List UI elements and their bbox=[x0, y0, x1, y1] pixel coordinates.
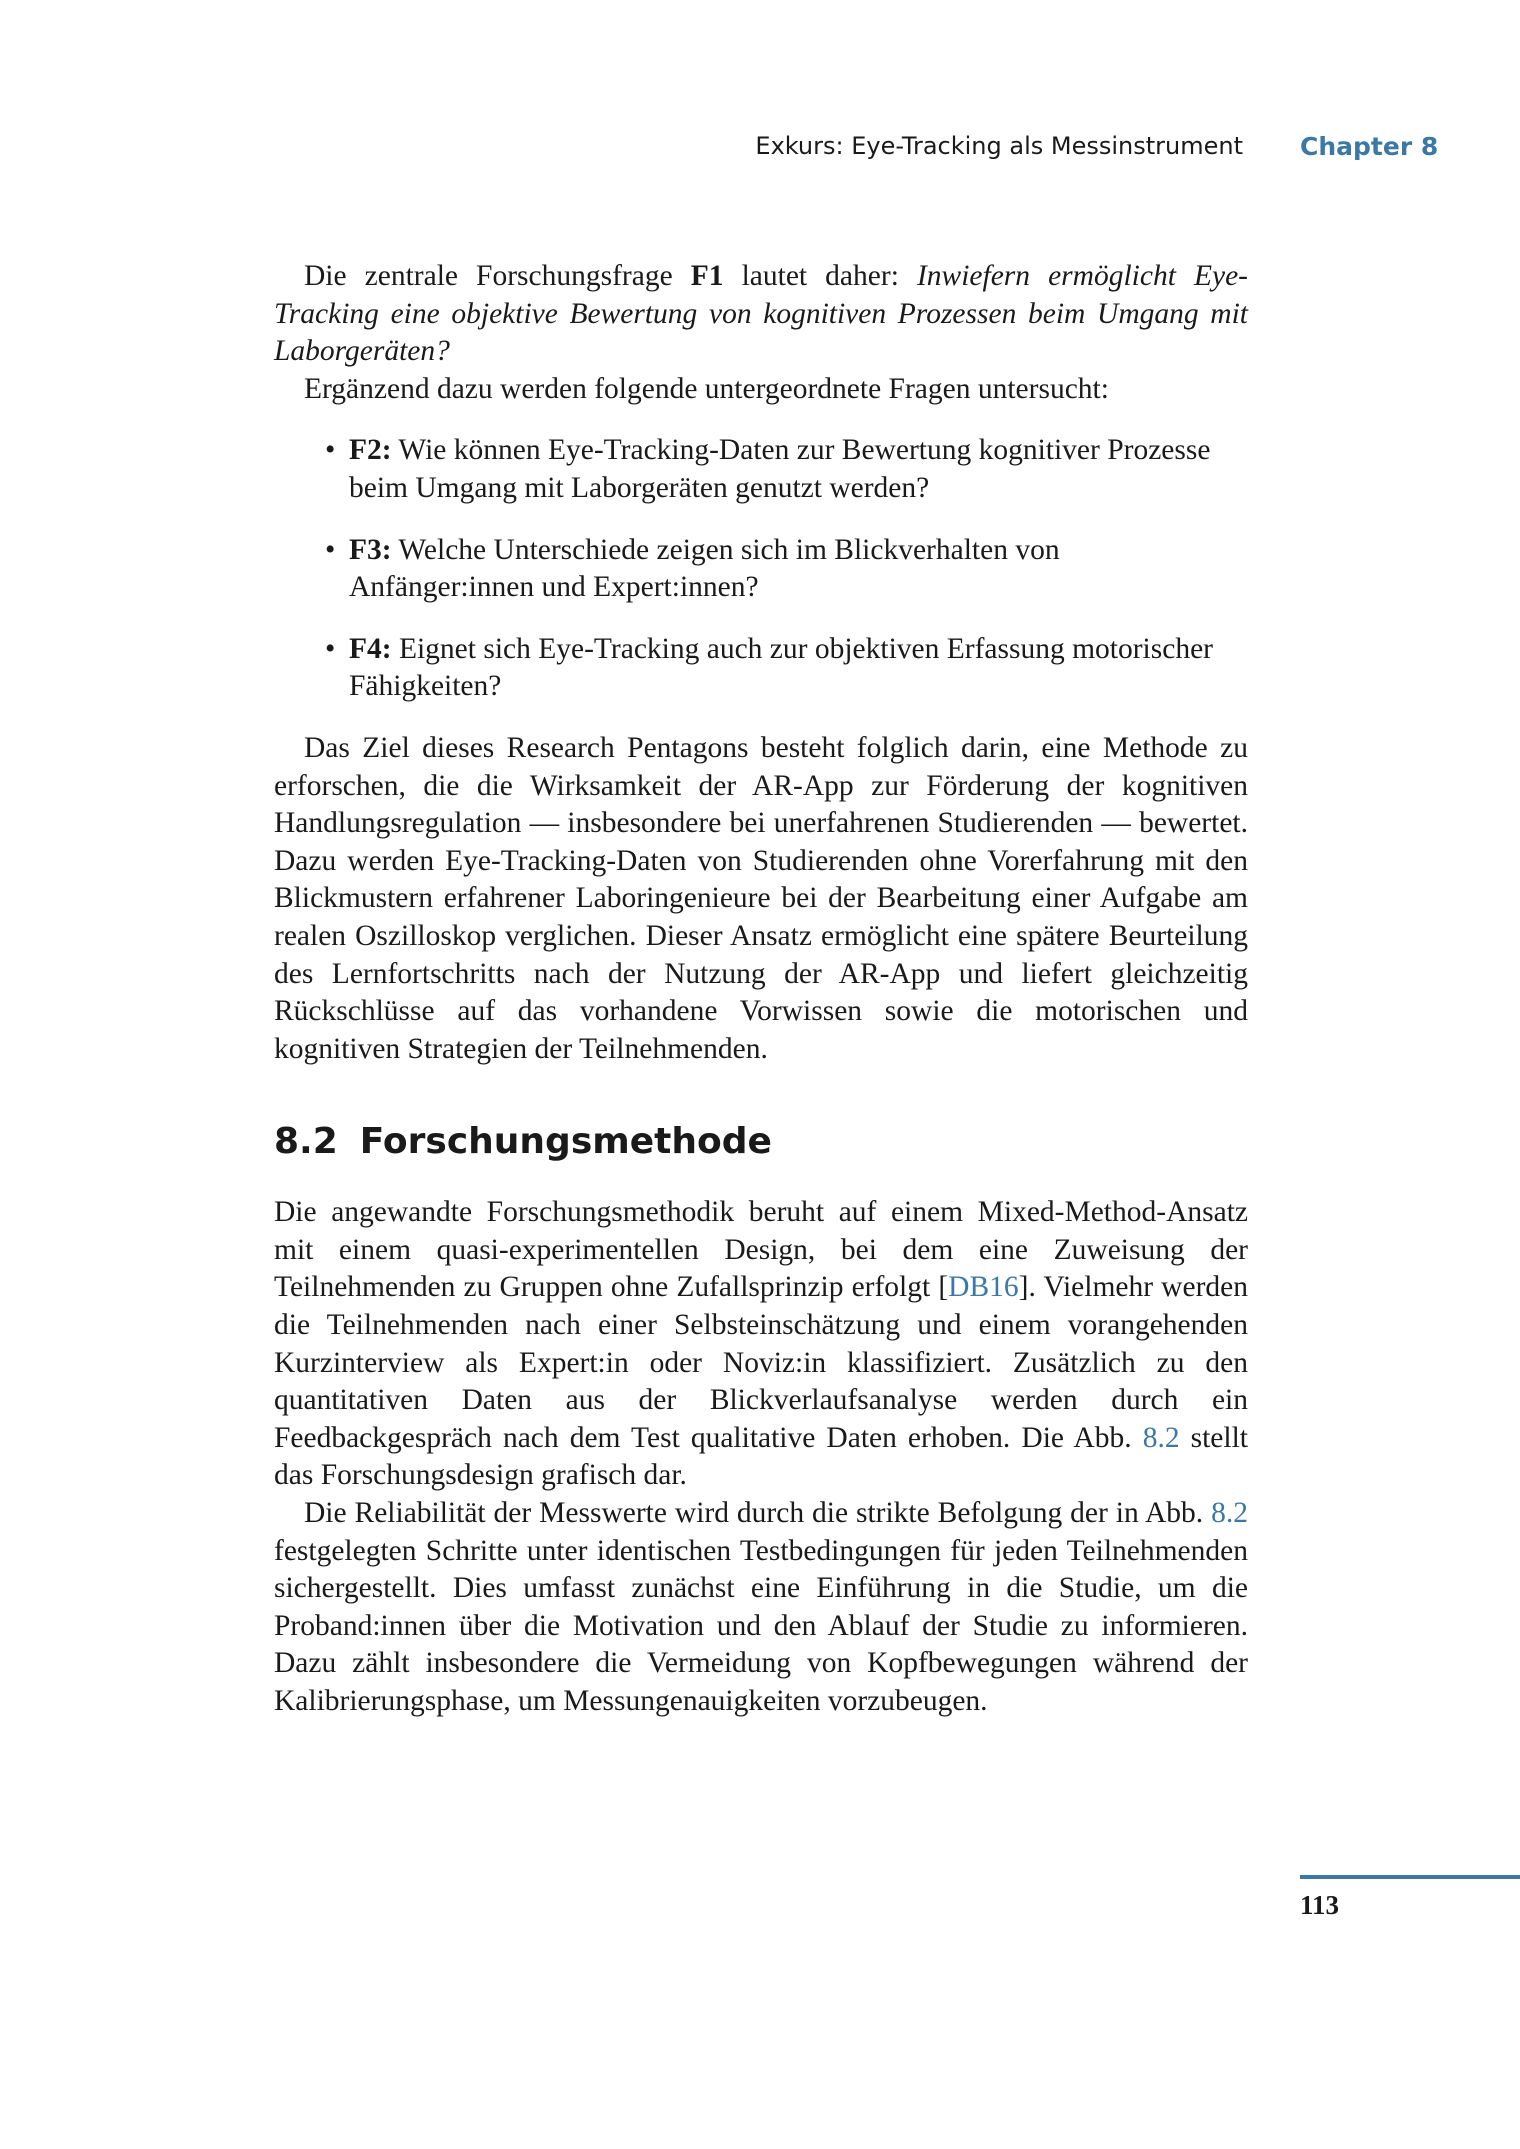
question-text: Eignet sich Eye-Tracking auch zur objektiven Erfassung motorischer Fähigkeiten? bbox=[349, 632, 1213, 703]
section-title: Forschungsmethode bbox=[359, 1121, 772, 1163]
figure-link-8-2[interactable]: 8.2 bbox=[1211, 1497, 1248, 1530]
list-item bbox=[325, 532, 1248, 607]
section-number: 8.2 bbox=[274, 1121, 338, 1163]
page-body bbox=[274, 258, 1248, 1721]
bullet-icon: • bbox=[325, 632, 336, 665]
reliability-text-a: Die Reliabilität der Messwerte wird durch die strikte Befolgung der in Abb. bbox=[304, 1497, 1212, 1530]
figure-link-8-2[interactable]: 8.2 bbox=[1142, 1421, 1180, 1454]
question-text: Welche Unterschiede zeigen sich im Blickverhalten von Anfänger:innen und Expert:innen? bbox=[349, 533, 1060, 604]
reliability-text-b: festgelegten Schritte unter identischen Testbedingungen für jeden Teilnehmenden sichergestellt. Dies umfasst zunächst eine Einführung in die Studie, um die Proband:innen über die Motivation und den Ablauf der Studie zu informieren. Dazu zählt insbesondere die Vermeidung von Kopfbewegungen während der Kalibrierungsphase, um Messungenauigkeiten vorzubeugen. bbox=[274, 1534, 1248, 1717]
bullet-icon: • bbox=[325, 533, 336, 566]
method-text-a: Die angewandte Forschungsmethodik beruht auf einem Mixed-Method-Ansatz mit einem quasi-experimentellen Design, bei dem eine Zuweisung der Teilnehmenden zu Gruppen ohne Zufallsprinzip erfolgt [ bbox=[274, 1196, 1248, 1304]
reliability-paragraph bbox=[274, 1495, 1248, 1721]
question-text: Wie können Eye-Tracking-Daten zur Bewertung kognitiver Prozesse beim Umgang mit Laborgeräten genutzt werden? bbox=[349, 434, 1211, 504]
question-label: F4: bbox=[349, 632, 392, 665]
goal-paragraph: Das Ziel dieses Research Pentagons besteht folglich darin, eine Methode zu erforschen, die die Wirksamkeit der AR-App zur Förderung der kognitiven Handlungsregulation — insbesondere bei unerfahrenen Studierenden — bewertet. Dazu werden Eye-Tracking-Daten von Studierenden ohne Vorerfahrung mit den Blickmustern erfahrener Laboringenieure bei der Bearbeitung einer Aufgabe am realen Oszilloskop verglichen. Dieser Ansatz ermöglicht eine spätere Beurteilung des Lernfortschritts nach der Nutzung der AR-App und liefert gleichzeitig Rückschlüsse auf das vorhandene Vorwissen sowie die motorischen und kognitiven Strategien der Teilnehmenden. bbox=[274, 731, 1248, 1065]
running-head bbox=[0, 132, 1520, 172]
section-heading bbox=[274, 1120, 1248, 1164]
main-research-question: Inwiefern ermöglicht Eye-Tracking eine objektive Bewertung von kognitiven Prozessen beim Umgang mit Laborgeräten? bbox=[274, 260, 1248, 368]
list-item bbox=[325, 432, 1248, 507]
chapter-label: Chapter 8 bbox=[1300, 132, 1439, 161]
question-label: F3: bbox=[349, 533, 392, 566]
page-number: 113 bbox=[1300, 1890, 1340, 1920]
bullet-icon: • bbox=[325, 434, 336, 467]
method-paragraph bbox=[274, 1194, 1248, 1495]
question-label: F2: bbox=[349, 434, 392, 467]
running-head-title: Exkurs: Eye-Tracking als Messinstrument bbox=[755, 132, 1243, 160]
citation-link-db16[interactable]: DB16 bbox=[948, 1271, 1019, 1304]
list-item bbox=[325, 631, 1248, 706]
method-text-b: ]. Vielmehr werden die Teilnehmenden nach einer Selbsteinschätzung und einem vorangehenden Kurzinterview als Expert:in oder Noviz:in klassifiziert. Zusätzlich zu den quantitativen Daten aus der Blickverlaufsanalyse werden durch ein Feedbackgespräch nach dem Test qualitative Daten erhoben. Die Abb. bbox=[274, 1271, 1248, 1454]
footer-rule bbox=[1300, 1875, 1520, 1879]
f1-label: F1 bbox=[690, 260, 724, 292]
sub-question-list bbox=[274, 432, 1248, 706]
intro-mid: lautet daher: bbox=[723, 260, 917, 292]
method-text-c: stellt das Forschungsdesign grafisch dar. bbox=[274, 1421, 1248, 1492]
research-question-paragraph bbox=[274, 258, 1248, 371]
intro-lead: Die zentrale Forschungsfrage bbox=[304, 260, 691, 292]
sub-questions-intro: Ergänzend dazu werden folgende untergeordnete Fragen untersucht: bbox=[304, 372, 1109, 405]
